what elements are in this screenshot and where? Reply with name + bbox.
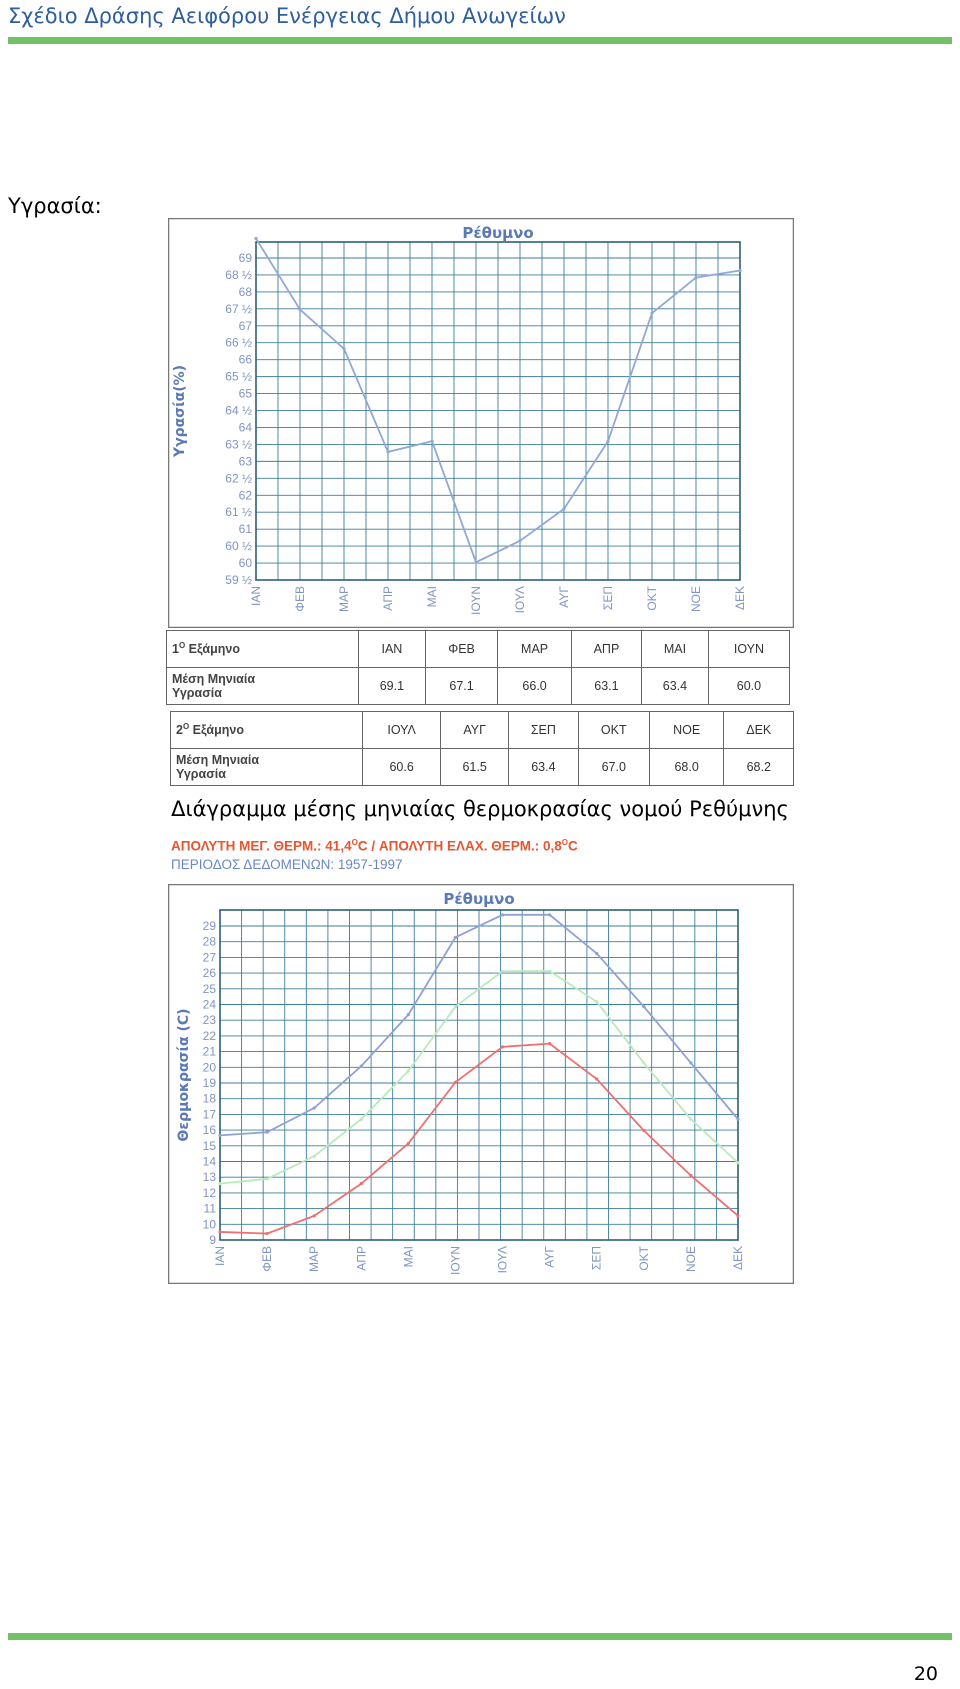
x-tick-label: ΔΕΚ [731,1246,745,1271]
y-tick-label: 22 [202,1028,216,1043]
data-point [360,1182,363,1185]
x-tick-label: ΔΕΚ [733,586,747,611]
y-tick-label: 12 [202,1185,216,1200]
table-header-row [171,712,794,749]
y-tick-label: 61 [238,522,252,537]
value-cell: 61.5 [441,749,509,786]
data-point [518,539,521,542]
value-cell: 60.0 [708,668,789,705]
month-cell: ΔΕΚ [724,712,794,749]
data-point [254,237,257,240]
value-cell: 63.4 [509,749,579,786]
table-header-row [167,631,790,668]
data-point [313,1155,316,1158]
y-tick-label: 20 [202,1060,216,1075]
data-period-note: ΠΕΡΙΟΔΟΣ ΔΕΔΟΜΕΝΩΝ: 1957-1997 [171,857,403,872]
data-point [218,1230,221,1233]
y-tick-label: 15 [202,1138,216,1153]
semester-word: Εξάμηνο [188,642,240,657]
data-point [689,1118,692,1121]
humidity-table-semester-2 [170,711,794,786]
data-point [501,1045,504,1048]
y-tick-label: 18 [202,1091,216,1106]
month-cell: ΟΚΤ [578,712,649,749]
y-tick-label: 63 ½ [225,437,252,452]
month-cell: ΦΕΒ [425,631,497,668]
document-header-title: Σχέδιο Δράσης Αειφόρου Ενέργειας Δήμου Ανωγείων [8,4,566,28]
x-tick-label: ΜΑΡ [307,1246,322,1273]
y-tick-label: 11 [203,1201,216,1216]
data-point [265,1131,268,1134]
table-row [167,668,790,705]
x-tick-label: ΜΑΙ [425,586,439,608]
data-point [407,1013,410,1016]
data-point [736,1161,739,1164]
data-point [689,1061,692,1064]
x-tick-label: ΟΚΤ [645,586,659,611]
y-tick-label: 62 ½ [225,471,252,486]
x-tick-label: ΙΟΥΝ [469,586,483,615]
data-point [407,1069,410,1072]
data-point [650,312,653,315]
data-point [606,440,609,443]
y-axis-label: Θερμοκρασία (C) [176,1008,192,1142]
semester-label [171,712,363,749]
y-tick-label: 27 [202,950,216,965]
y-tick-label: 67 [238,318,252,333]
month-cell: ΙΟΥΛ [363,712,441,749]
month-cell: ΣΕΠ [509,712,579,749]
data-point [642,1129,645,1132]
data-point [642,1061,645,1064]
temperature-chart-svg [168,884,794,1284]
x-tick-label: ΝΟΕ [689,586,703,613]
data-point [265,1232,268,1235]
y-tick-label: 67 ½ [225,301,252,316]
note-max: ΑΠΟΛΥΤΗ ΜΕΓ. ΘΕΡΜ.: 41,4 [171,838,352,854]
y-tick-label: 66 [238,352,252,367]
ordinal-sup: Ο [178,641,186,651]
y-tick-label: 28 [202,934,216,949]
row-label [167,668,359,705]
x-tick-label: ΙΟΥΝ [448,1246,463,1275]
data-point [218,1182,221,1185]
row-label-line1: Μέση Μηνιαία [172,672,256,686]
data-point [694,276,697,279]
value-cell: 63.1 [571,668,641,705]
x-tick-label: ΑΠΡ [354,1246,369,1271]
month-cell: ΑΥΓ [441,712,509,749]
month-cell: ΑΠΡ [571,631,641,668]
data-point [298,308,301,311]
temperature-extremes-note [171,838,578,854]
value-cell: 66.0 [498,668,572,705]
x-tick-label: ΜΑΙ [401,1246,416,1268]
data-point [738,269,741,272]
data-point [360,1118,363,1121]
data-point [360,1065,363,1068]
data-point [548,970,551,973]
x-tick-label: ΟΚΤ [636,1246,651,1271]
data-point [548,1042,551,1045]
chart-title: Ρέθυμνο [443,890,515,908]
chart-title: Ρέθυμνο [462,224,534,242]
y-tick-label: 61 ½ [225,505,252,520]
value-cell: 67.1 [425,668,497,705]
x-tick-label: ΑΥΓ [542,1246,557,1268]
y-tick-label: 26 [202,966,216,981]
data-point [689,1174,692,1177]
y-tick-label: 60 [238,556,252,571]
data-point [562,507,565,510]
x-tick-label: ΣΕΠ [589,1246,604,1271]
y-tick-label: 29 [202,919,216,933]
value-cell: 69.1 [359,668,426,705]
value-cell: 68.0 [649,749,724,786]
y-tick-label: 24 [202,997,216,1012]
data-point [454,1081,457,1084]
data-point [501,970,504,973]
chart-frame [169,885,794,1284]
data-point [313,1106,316,1109]
section-label-humidity: Υγρασία: [8,194,102,218]
semester-label [167,631,359,668]
y-tick-label: 65 [238,386,252,401]
chart-frame [169,219,794,628]
degree-sup: O [561,838,568,847]
x-tick-label: ΑΥΓ [557,586,571,608]
data-point [313,1214,316,1217]
data-point [386,450,389,453]
data-point [548,913,551,916]
y-tick-label: 68 ½ [225,267,252,282]
humidity-chart-svg [168,218,794,628]
y-axis-label: Υγρασία(%) [172,364,188,458]
y-tick-label: 60 ½ [225,539,252,554]
month-cell: ΜΑΙ [642,631,709,668]
y-tick-label: 64 ½ [225,403,252,418]
degree-sup: O [351,838,358,847]
y-tick-label: 10 [202,1217,216,1232]
data-point [265,1177,268,1180]
x-tick-label: ΣΕΠ [601,586,615,611]
data-point [736,1118,739,1121]
temperature-caption: Διάγραμμα μέσης μηνιαίας θερμοκρασίας νομού Ρεθύμνης [171,797,789,821]
semester-number: 2 [176,723,183,738]
data-point [736,1214,739,1217]
y-tick-label: 65 ½ [225,369,252,384]
x-tick-label: ΑΠΡ [381,586,395,611]
row-label-line1: Μέση Μηνιαία [176,753,260,767]
month-cell: ΙΟΥΝ [708,631,789,668]
x-tick-label: ΦΕΒ [293,586,307,612]
y-tick-label: 25 [202,981,216,996]
value-cell: 68.2 [724,749,794,786]
y-tick-label: 17 [202,1107,216,1122]
value-cell: 63.4 [642,668,709,705]
month-cell: ΙΑΝ [359,631,426,668]
data-point [454,936,457,939]
semester-number: 1 [172,642,179,657]
data-point [474,561,477,564]
note-unit: C [568,838,578,854]
note-min: C / ΑΠΟΛΥΤΗ ΕΛΑΧ. ΘΕΡΜ.: 0,8 [357,838,562,854]
data-point [430,440,433,443]
data-point [407,1142,410,1145]
y-tick-label: 64 [238,420,252,435]
data-point [642,1005,645,1008]
y-tick-label: 62 [238,488,252,503]
y-tick-label: 63 [238,454,252,469]
y-tick-label: 14 [202,1154,216,1169]
x-tick-label: ΙΑΝ [213,1246,227,1267]
header-rule [8,37,952,44]
y-tick-label: 21 [202,1044,216,1059]
row-label-line2: Υγρασία [172,686,222,700]
y-tick-label: 69 [238,251,252,265]
ordinal-sup: Ο [182,722,190,732]
month-cell: ΜΑΡ [498,631,572,668]
humidity-table-semester-1 [166,630,790,705]
value-cell: 67.0 [578,749,649,786]
x-tick-label: ΦΕΒ [260,1246,275,1272]
data-point [454,1005,457,1008]
x-tick-label: ΝΟΕ [683,1246,698,1273]
data-point [501,913,504,916]
temperature-chart [168,884,794,1284]
y-tick-label: 19 [202,1076,216,1090]
data-point [342,347,345,350]
x-tick-label: ΙΟΥΛ [513,586,527,614]
footer-rule [8,1633,952,1640]
y-tick-label: 59 ½ [225,573,252,587]
row-label-line2: Υγρασία [176,767,226,781]
data-point [595,1000,598,1003]
value-cell: 60.6 [363,749,441,786]
y-tick-label: 23 [202,1013,216,1028]
x-tick-label: ΜΑΡ [337,586,351,613]
x-tick-label: ΙΑΝ [249,586,263,607]
x-tick-label: ΙΟΥΛ [495,1246,510,1274]
y-tick-label: 66 ½ [225,335,252,350]
month-cell: ΝΟΕ [649,712,724,749]
humidity-chart [168,218,794,628]
data-point [595,952,598,955]
data-point [595,1077,598,1080]
y-tick-label: 9 [209,1233,216,1247]
table-row [171,749,794,786]
semester-word: Εξάμηνο [192,723,244,738]
y-tick-label: 16 [202,1123,216,1138]
y-tick-label: 13 [202,1170,216,1185]
data-point [218,1134,221,1137]
y-tick-label: 68 [238,284,252,299]
page-number: 20 [913,1663,938,1685]
row-label [171,749,363,786]
